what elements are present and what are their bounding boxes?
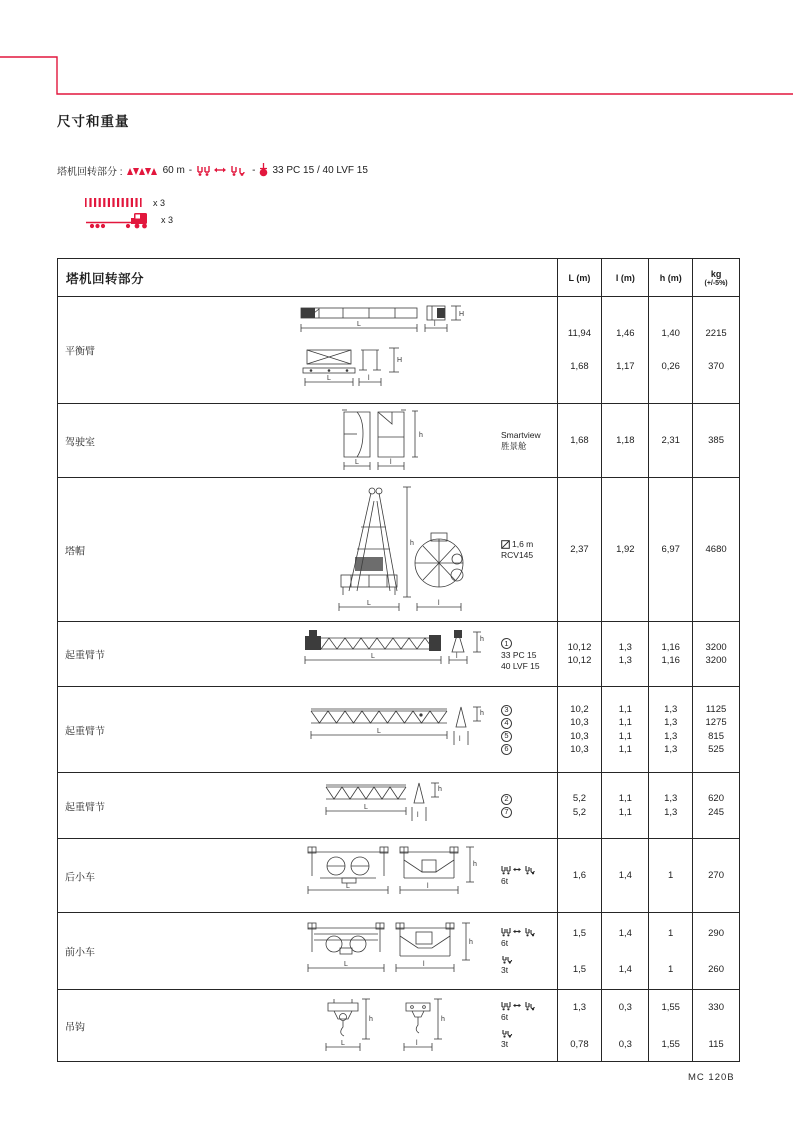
trolley-capacity: 6t: [501, 937, 509, 948]
value-L: 10,3: [570, 744, 589, 756]
jib-section-annotation: [501, 622, 557, 686]
svg-text:h: h: [437, 785, 442, 793]
value-L: 1,3: [572, 1001, 587, 1013]
value-L: 5,2: [572, 793, 587, 804]
section-marker: 3: [501, 705, 512, 716]
jib-length: 60 m: [162, 165, 185, 176]
value-l: 1,1: [618, 793, 632, 804]
col-header-l: l (m): [602, 259, 649, 296]
row-label: 吊钩: [65, 1022, 85, 1033]
value-l: 1,46: [616, 328, 635, 339]
mast-sections-icon: [85, 197, 143, 208]
trolley-travel-icon: [196, 164, 248, 178]
table-row: [58, 687, 739, 773]
svg-text:L: L: [363, 803, 368, 811]
value-l: 1,1: [618, 717, 632, 729]
svg-text:h: h: [409, 539, 414, 547]
svg-text:H: H: [458, 311, 464, 318]
value-L: 10,12: [567, 642, 592, 653]
mast-sections-count: x 3: [153, 197, 166, 208]
trolley-annotation: [501, 913, 557, 989]
value-kg: 620: [708, 793, 724, 804]
hook-drawing: [296, 990, 501, 1061]
table-row: [58, 622, 739, 687]
hook-capacity: 3t: [501, 964, 509, 975]
svg-text:L: L: [343, 961, 348, 968]
red-step-rule: [0, 0, 793, 100]
value-l: 1,18: [616, 435, 635, 446]
table-header-row: [58, 259, 739, 297]
value-kg: 245: [708, 807, 724, 818]
value-kg: 1275: [705, 717, 727, 729]
cab-note: Smartview: [501, 429, 541, 440]
trolley-capacity: 6t: [501, 875, 509, 886]
col-header-h: h (m): [649, 259, 693, 296]
row-label: 起重臂节: [65, 802, 105, 813]
svg-text:l: l: [437, 599, 440, 607]
section-marker: 2: [501, 794, 512, 805]
svg-text:L: L: [340, 1039, 345, 1047]
value-l: 1,4: [618, 963, 632, 975]
cab-drawing: [296, 404, 501, 477]
svg-text:L: L: [366, 599, 371, 607]
value-l: 1,1: [618, 703, 632, 715]
row-label: 起重臂节: [65, 650, 105, 662]
table-row: [58, 404, 739, 478]
value-L: 10,12: [567, 655, 592, 666]
section-marker: 6: [501, 744, 512, 755]
value-l: 1,92: [616, 544, 635, 555]
value-h: 1: [668, 927, 674, 939]
row-label: 平衡臂: [65, 346, 95, 358]
value-L: 10,3: [570, 717, 589, 729]
value-h: 1,55: [661, 1038, 680, 1050]
svg-text:l: l: [422, 961, 425, 968]
value-L: 10,3: [570, 730, 589, 742]
svg-text:L: L: [345, 882, 350, 890]
value-h: 1,3: [664, 717, 678, 729]
value-h: 2,31: [661, 435, 680, 446]
value-L: 1,5: [572, 963, 587, 975]
value-h: 1,40: [661, 328, 680, 339]
svg-text:l: l: [416, 811, 419, 819]
value-kg: 4680: [705, 544, 727, 555]
value-l: 1,4: [618, 870, 632, 881]
value-kg: 525: [708, 744, 724, 756]
value-kg: 815: [708, 730, 724, 742]
value-kg: 2215: [705, 328, 727, 339]
svg-text:h: h: [479, 709, 484, 717]
svg-text:l: l: [389, 458, 392, 466]
jib-section-drawing: [296, 773, 501, 838]
value-L: 1,68: [570, 361, 589, 372]
value-kg: 3200: [705, 642, 727, 653]
value-kg: 1125: [705, 703, 727, 715]
truck-icon: [85, 210, 151, 230]
kg-label: kg: [710, 268, 722, 279]
jib-section-drawing: [296, 622, 501, 686]
table-row: [58, 773, 739, 839]
svg-text:l: l: [426, 882, 429, 890]
trolley-double-icon: [501, 1001, 557, 1012]
table-row: [58, 839, 739, 913]
hoist-config: 33 PC 15 / 40 LVF 15: [272, 165, 368, 176]
value-h: 1,3: [664, 703, 678, 715]
value-L: 2,37: [570, 544, 589, 555]
model-footer: MC 120B: [688, 1072, 735, 1083]
value-h: 1,16: [661, 655, 680, 666]
trolley-double-icon: [501, 927, 557, 938]
hook-icon: [259, 163, 268, 178]
value-kg: 260: [708, 963, 724, 975]
jib-section-annotation: [501, 687, 557, 772]
mast-size: 1,6 m: [512, 538, 534, 549]
value-l: 1,3: [618, 655, 632, 666]
value-kg: 270: [708, 870, 724, 881]
svg-text:L: L: [376, 727, 381, 735]
value-h: 1: [668, 963, 674, 975]
svg-text:H: H: [396, 357, 402, 364]
value-l: 0,3: [618, 1038, 632, 1050]
value-kg: 290: [708, 927, 724, 939]
winch-type: RCV145: [501, 549, 534, 560]
svg-text:L: L: [370, 653, 375, 660]
value-L: 11,94: [567, 328, 591, 339]
value-l: 1,3: [618, 642, 632, 653]
kg-tolerance: (+/-5%): [704, 279, 728, 287]
value-h: 1,3: [664, 807, 678, 818]
dimensions-weights-table: [57, 258, 740, 1062]
value-h: 1,3: [664, 744, 678, 756]
hook-capacity: 3t: [501, 1039, 509, 1049]
table-row: [58, 297, 739, 404]
page-title: 尺寸和重量: [57, 114, 130, 129]
row-label: 前小车: [65, 947, 95, 959]
value-L: 10,2: [570, 703, 589, 715]
row-label: 后小车: [65, 872, 95, 883]
svg-text:h: h: [418, 431, 423, 439]
value-kg: 115: [708, 1038, 724, 1050]
value-l: 1,1: [618, 730, 632, 742]
section-marker: 4: [501, 718, 512, 729]
hook-single-icon: [501, 955, 557, 965]
value-h: 1,55: [661, 1001, 680, 1013]
cab-annotation: [501, 404, 557, 477]
value-h: 1,16: [661, 642, 680, 653]
table-header-title: 塔机回转部分: [58, 259, 558, 296]
front-trolley-drawing: [296, 913, 501, 989]
hook-single-icon: [501, 1029, 557, 1039]
value-kg: 370: [708, 361, 724, 372]
row-label: 驾驶室: [65, 437, 95, 448]
value-h: 6,97: [661, 544, 680, 555]
tower-cap-annotation: [501, 478, 557, 621]
svg-text:L: L: [354, 458, 359, 466]
mast-section-icon: [501, 540, 510, 549]
svg-text:L: L: [356, 321, 361, 328]
value-L: 1,5: [572, 927, 587, 939]
value-h: 0,26: [661, 361, 680, 372]
counter-jib-drawing: [296, 297, 501, 403]
svg-text:L: L: [326, 375, 331, 382]
table-row: [58, 913, 739, 990]
value-h: 1,3: [664, 793, 678, 804]
jib-lattice-icon: [127, 165, 159, 176]
svg-text:h: h: [468, 939, 473, 946]
table-row: [58, 478, 739, 622]
slewing-part-config-line: [57, 163, 368, 178]
svg-text:l: l: [415, 1039, 418, 1047]
jib-section-drawing: [296, 687, 501, 772]
dash: -: [188, 165, 193, 176]
transport-block: [85, 194, 173, 228]
section-marker: 5: [501, 731, 512, 742]
config-label: 塔机回转部分 :: [57, 167, 123, 178]
hoist-option: 40 LVF 15: [501, 660, 540, 671]
svg-text:l: l: [433, 321, 436, 328]
svg-text:h: h: [479, 636, 484, 643]
value-L: 5,2: [572, 807, 587, 818]
svg-text:l: l: [367, 375, 370, 382]
cab-note: 胜景舱: [501, 440, 527, 451]
jib-section-annotation: [501, 773, 557, 838]
col-header-L: L (m): [558, 259, 603, 296]
value-l: 0,3: [618, 1001, 632, 1013]
value-l: 1,4: [618, 927, 632, 939]
rear-trolley-drawing: [296, 839, 501, 912]
trolley-capacity: 6t: [501, 1012, 509, 1023]
value-h: 1,3: [664, 730, 678, 742]
row-label: 塔帽: [65, 546, 85, 557]
section-marker: 1: [501, 638, 512, 649]
value-L: 0,78: [570, 1038, 589, 1050]
section-marker: 7: [501, 807, 512, 818]
row-label: 起重臂节: [65, 726, 105, 737]
svg-text:h: h: [472, 860, 477, 868]
hoist-option: 33 PC 15: [501, 649, 537, 660]
dash: -: [252, 165, 256, 176]
value-kg: 385: [708, 435, 724, 446]
value-h: 1: [668, 870, 674, 881]
value-L: 1,68: [570, 435, 589, 446]
svg-text:l: l: [458, 735, 461, 743]
value-L: 1,6: [572, 870, 587, 881]
value-l: 1,17: [616, 361, 635, 372]
table-row: [58, 990, 739, 1061]
value-l: 1,1: [618, 807, 632, 818]
svg-text:h: h: [440, 1015, 445, 1023]
value-kg: 3200: [705, 655, 727, 666]
truck-count: x 3: [161, 214, 174, 225]
col-header-kg: [693, 259, 739, 296]
value-l: 1,1: [618, 744, 632, 756]
value-kg: 330: [708, 1001, 724, 1013]
hook-annotation: [501, 990, 557, 1061]
svg-text:l: l: [455, 653, 458, 660]
tower-cap-drawing: [296, 478, 501, 621]
svg-text:h: h: [368, 1015, 373, 1023]
trolley-annotation: [501, 839, 557, 912]
trolley-double-icon: [501, 865, 557, 876]
